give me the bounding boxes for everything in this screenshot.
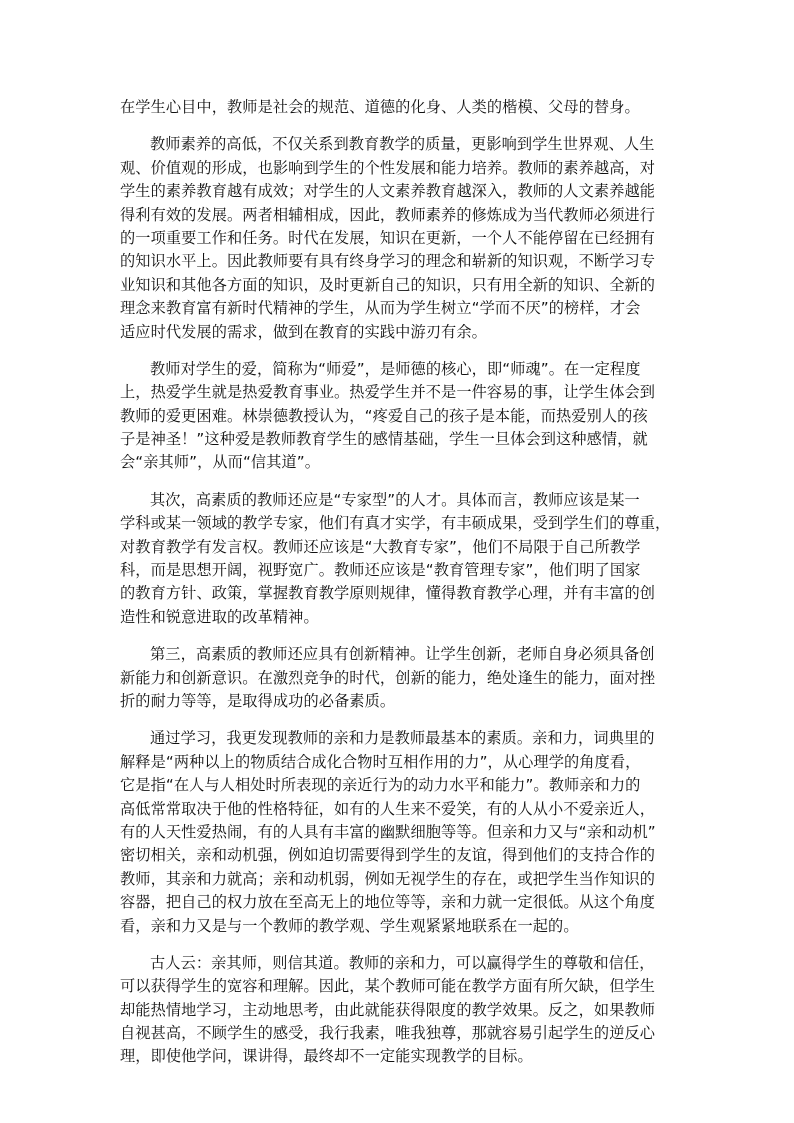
text-line: 的知识水平上。因此教师要有具有终身学习的理念和崭新的知识观，不断学习专 xyxy=(120,252,656,271)
text-line: 理念来教育富有新时代精神的学生，从而为学生树立“学而不厌”的榜样，才会 xyxy=(120,299,641,318)
text-line: 适应时代发展的需求，做到在教育的实践中游刃有余。 xyxy=(120,322,487,341)
document-body xyxy=(120,96,680,1069)
paragraph-1 xyxy=(120,96,680,119)
text-line: 得利有效的发展。两者相辅相成，因此，教师素养的修炼成为当代教师必须进行 xyxy=(120,205,656,224)
text-line: 却能热情地学习，主动地思考，由此就能获得限度的教学效果。反之，如果教师 xyxy=(120,1000,656,1019)
text-line: 会“亲其师”，从而“信其道”。 xyxy=(120,453,321,472)
text-line: 观、价值观的形成，也影响到学生的个性发展和能力培养。教师的素养越高，对 xyxy=(120,158,656,177)
text-line: 教师，其亲和力就高；亲和动机弱，例如无视学生的存在，或把学生当作知识的 xyxy=(120,869,656,888)
text-line: 可以获得学生的宽容和理解。因此，某个教师可能在教学方面有所欠缺，但学生 xyxy=(120,977,656,996)
text-line: 有的人天性爱热闹，有的人具有丰富的幽默细胞等等。但亲和力又与“亲和动机” xyxy=(120,822,656,841)
paragraph-4 xyxy=(120,489,680,629)
text-line: 学科或某一领域的教学专家，他们有真才实学，有丰硕成果，受到学生们的尊重， xyxy=(120,514,671,533)
text-line: 自视甚高，不顾学生的感受，我行我素，唯我独尊，那就容易引起学生的逆反心 xyxy=(120,1024,656,1043)
text-line: 子是神圣！”这种爱是教师教育学生的感情基础，学生一旦体会到这种感情，就 xyxy=(120,430,648,449)
text-line: 造性和锐意进取的改革精神。 xyxy=(120,607,319,626)
text-line: 容器，把自己的权力放在至高无上的地位等等，亲和力就一定很低。从这个角度 xyxy=(120,893,656,912)
text-line: 教师素养的高低，不仅关系到教育教学的质量，更影响到学生世界观、人生 xyxy=(150,135,655,154)
text-line: 上，热爱学生就是热爱教育事业。热爱学生并不是一件容易的事，让学生体会到 xyxy=(120,383,656,402)
paragraph-6 xyxy=(120,727,680,938)
text-line: 教师的爱更困难。林崇德教授认为，“疼爱自己的孩子是本能，而热爱别人的孩 xyxy=(120,406,648,425)
text-line: 在学生心目中，教师是社会的规范、道德的化身、人类的楷模、父母的替身。 xyxy=(120,98,640,116)
text-line: 第三，高素质的教师还应具有创新精神。让学生创新，老师自身必须具备创 xyxy=(150,645,655,664)
text-line: 折的耐力等等，是取得成功的必备素质。 xyxy=(120,691,396,710)
text-line: 通过学习，我更发现教师的亲和力是教师最基本的素质。亲和力，词典里的 xyxy=(150,729,655,748)
text-line: 它是指“在人与人相处时所表现的亲近行为的动力水平和能力”。教师亲和力的 xyxy=(120,776,641,795)
paragraph-2 xyxy=(120,133,680,344)
text-line: 新能力和创新意识。在激烈竞争的时代，创新的能力，绝处逢生的能力，面对挫 xyxy=(120,668,656,687)
text-line: 古人云：亲其师，则信其道。教师的亲和力，可以赢得学生的尊敬和信任， xyxy=(150,953,655,972)
paragraph-5 xyxy=(120,643,680,713)
paragraph-7 xyxy=(120,952,680,1069)
text-line: 看，亲和力又是与一个教师的教学观、学生观紧紧地联系在一起的。 xyxy=(120,916,579,935)
paragraph-3 xyxy=(120,358,680,475)
text-line: 学生的素养教育越有成效；对学生的人文素养教育越深入，教师的人文素养越能 xyxy=(120,182,656,201)
text-line: 对教育教学有发言权。教师还应该是“大教育专家”，他们不局限于自己所教学 xyxy=(120,537,641,556)
text-line: 理，即使他学问，课讲得，最终却不一定能实现教学的目标。 xyxy=(120,1047,533,1066)
text-line: 教师对学生的爱，简称为“师爱”，是师德的核心，即“师魂”。在一定程度 xyxy=(150,359,641,378)
text-line: 的教育方针、政策，掌握教育教学原则规律，懂得教育教学心理，并有丰富的创 xyxy=(120,584,656,603)
text-line: 高低常常取决于他的性格特征，如有的人生来不爱笑，有的人从小不爱亲近人， xyxy=(120,799,656,818)
text-line: 密切相关，亲和动机强，例如迫切需要得到学生的友谊，得到他们的支持合作的 xyxy=(120,846,656,865)
text-line: 业知识和其他各方面的知识，及时更新自己的知识，只有用全新的知识、全新的 xyxy=(120,275,656,294)
text-line: 解释是“两种以上的物质结合成化合物时互相作用的力”，从心理学的角度看， xyxy=(120,752,641,771)
text-line: 其次，高素质的教师还应是“专家型”的人才。具体而言，教师应该是某一 xyxy=(150,490,640,509)
text-line: 科，而是思想开阔，视野宽广。教师还应该是“教育管理专家”，他们明了国家 xyxy=(120,561,641,580)
text-line: 的一项重要工作和任务。时代在发展，知识在更新，一个人不能停留在已经拥有 xyxy=(120,228,656,247)
